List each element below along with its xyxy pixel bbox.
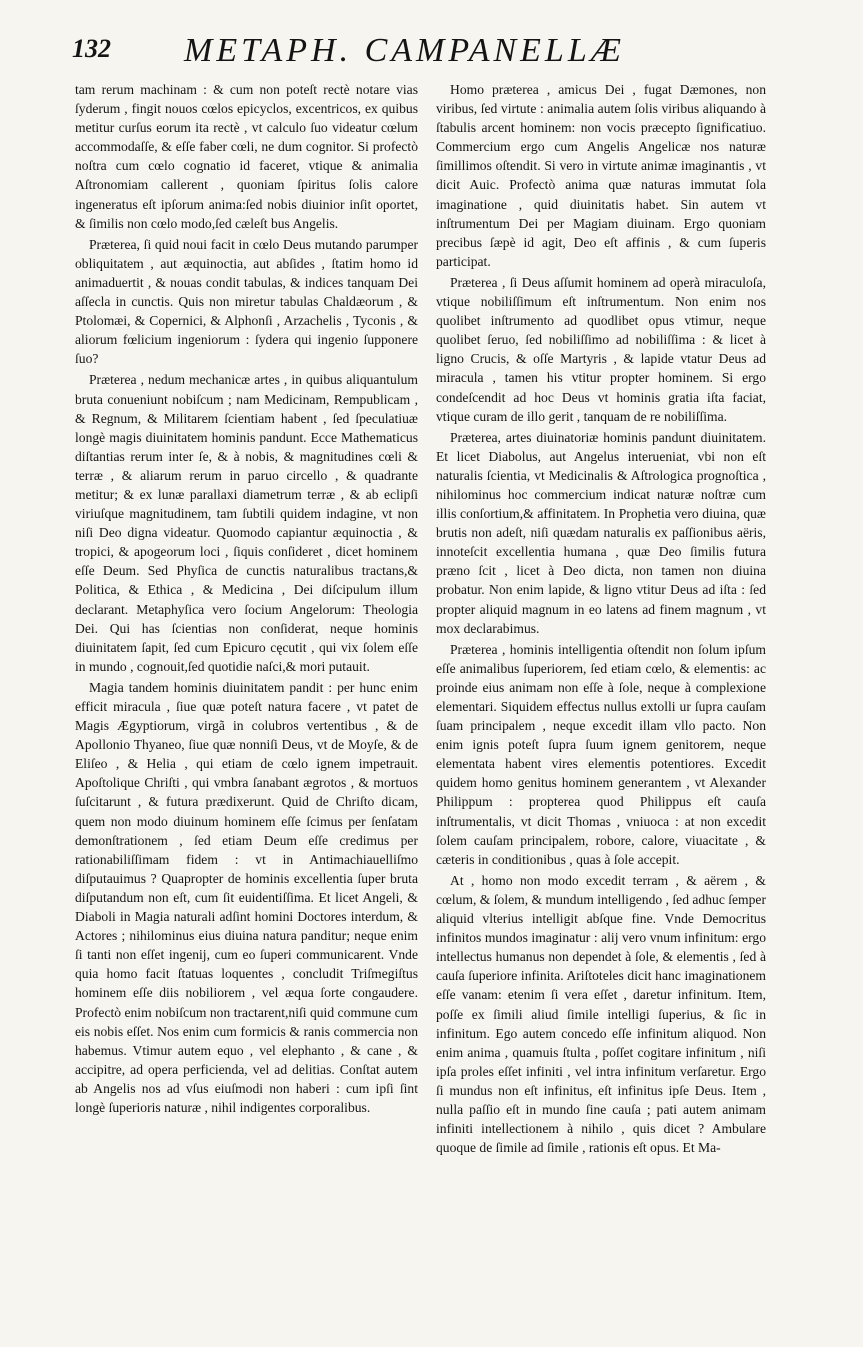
paragraph: Præterea, ſi quid noui facit in cœlo Deus mutando parumper obliquitatem , aut æquinoctia, aut abſides , ſtatim homo id animaduertit , & nouas condit tabulas, & indices tanquam Dei aſſecla in cunctis. Quis non miretur tabulas Chaldæorum , & Ptolomæi, & Copernici, & Alphonſi , Arzachelis , Tyconis , & aliorum fœlicium ingeniorum : ſydera qui ingenio ſupponere ſuo? — [75, 236, 418, 367]
running-title: METAPH. CAMPANELLÆ — [184, 32, 625, 69]
paragraph: Præterea , nedum mechanicæ artes , in quibus aliquantulum bruta conueniunt nobiſcum ; nam Medicinam, Rempublicam , & Regnum, & Militarem ſcientiam habent , ſed ſpeculatiuæ longè magis diuinitatem hominis pandunt. Ecce Mathematicus diſtantias rerum inter ſe, & à nobis, & magnitudines cœli & terræ , & aliarum rerum in paruo circello , & quadrante metitur; & ex lunæ parallaxi diametrum terræ , & ab eclipſi viriuſque magnitudinem, tam ſubtili quidem indagine, vt non niſi Deo dignа videatur. Quomodo capiantur æquinoctia , & tropici, & apogeorum loci , ſiquis conſideret , dicet hominem eſſe Deum. Sed Phyſica de cunctis naturalibus tractans,& Politica, & Ethica , & Medicina , Dei diſcipulum illum declarant. Metaphyſica vero ſocium Angelorum: Theologia Dei. Qui has ſcientias non conſiderat, neque hominis diuinitatem ſapit, ſed cum Epicuro cęcutit , qui vix ſolem eſſe in mundo , cognouit,ſed quotidie naſci,& mori putauit. — [75, 372, 418, 674]
page-header — [72, 28, 772, 78]
paragraph: tam rerum machinam : & cum non poteſt rectè notare vias ſyderum , fingit nouos cœlos epicyclos, excentricos, ex quibus metitur curſus eorum ita rectè , vt calculo ſuo videatur cœlum accommodaſſe, & eſſe faber cœli, ne dum cognitor. Si profectò noſtra cum cœlo cognatio id faceret, vtique & animalia Aſtronomiam callerent , quoniam ſpiritus ſolis calore ingeneratus eſt ipſorum anima:ſed nobis diuinior inſit oportet, & ſimilis non cœlo modo,ſed cæleſt bus Angelis. — [75, 82, 418, 231]
right-text-column — [436, 80, 766, 1159]
paragraph: Præterea , hominis intelligentia oſtendit non ſolum ipſum eſſe animalibus ſuperiorem, ſed etiam cœlo, & elementis: ac proinde eius animam non eſſe à ſole, neque à complexione elementari. Siquidem effectus nullus extolli ur ſupra cauſam ſuam principalem , neque excedit illam vllo pacto. Non enim ignis poteſt ſupra ſuum ignem genitorem, neque elementata habent vires elementis potentiores. Excedit quidem homo genitus hominem generantem , vt Alexander Philippum : propterea quod Philippus eſt cauſa inſtrumentalis, vt dicit Thomas , vniuoca : at non excedit ſolem cauſam principalem, robore, calore, viuacitate , & cæteris in conditionibus , quas à ſole accepit. — [436, 641, 766, 867]
paragraph: Homo præterea , amicus Dei , fugat Dæmones, non viribus, ſed virtute : animalia autem ſolis viribus aliquando à ſtabulis arcent hominem: non vocis præcepto ſignificatiuo. Commercium ergo cum Angelis Angelicæ nos naturæ ſimillimos oſtendit. Si vero in virtute animæ imaginantis , vt dicit Auic. Profectò anima quæ naturas immutat ſola imaginatione , quid diuinitatis habet. Sin autem vt inſtrumentum Dei per Magiam diuinam. Ergo quoniam precibus ſæpè id agit, Deo eſt affinis , & cum ſuperis participat. — [436, 82, 766, 269]
paragraph: Præterea, artes diuinatoriæ hominis pandunt diuinitatem. Et licet Diabolus, aut Angelus interueniat, vbi non eſt naturalis ſcientia, vt Medicinalis & Aſtrologica prognoſtica , nihilominus hoc commercium indicat naturæ noſtræ cum illis conſortium,& affinitatem. In Prophetia vero diuina, quæ brutis non adeſt, niſi quædam naturalis ex paſſionibus aëris, innoteſcit excellentia humana , quæ Deo ſimilis futura præno ſcit , licet à Deo dicta, non tamen non diuina probatur. Non enim lapide, & ligno vtitur Deus ad iſta : ſed propter aliquid magnum in eo latens ad finem magnum , vt mox declarabimus. — [436, 429, 766, 636]
page-number: 132 — [72, 34, 111, 63]
paragraph: At , homo non modo excedit terram , & aërem , & cœlum, & ſolem, & mundum intelligendo , ſed adhuc ſemper aliquid vlterius intelligit abſque fine. Vnde Democritus infinitos mundos imaginatur : alij vero vnum infinitum: ergo intellectus humanus non dependet à ſole, & elementis , ſed à cauſa ſuperiore infinita. Ariſtoteles dicit hanc imaginationem eſſe vanam: etenim ſi vera eſſet , daretur infinitum. Item, poſſe ex ſimili aliud ſimile intelligi ſuperius, & ſic in infinitum. Ego autem concedo eſſe infinitum aliquod. Non enim anima , quamuis ſtulta , poſſet cogitare infinitum , niſi ipſa proles eſſet infiniti , vel intra infinitum verſaretur. Ergo ſi mundus non eſt infinitus, eſt infinitus ipſe Deus. Item , nulla paſſio eſt in mundo ſine cauſa ; pati autem animam infiniti intellectionem à nihilo , quis dicet ? Ambulare quoque de ſimile ad ſimile , rationis eſt opus. Et Ma- — [436, 872, 766, 1156]
left-text-column — [75, 80, 418, 1119]
paragraph: Magia tandem hominis diuinitatem pandit : per hunc enim efficit miracula , ſiue quæ poteſt natura facere , vt patet de Magis Ægyptiorum, virgã in colubros vertentibus , & de Apollonio Thyaneo, ſiue quæ nonniſi Deus, vt de Moyſe, & de Eliſeo , & Helia , qui etiam de cœlo ignem impetrauit. Apoſtolique Chriſti , qui vmbra ſanabant ægrotos , & mortuos ſuſcitarunt , & futura prædixerunt. Quid de Chriſto dicam, quem non modo diuinum hominem eſſe ſcimus per ſenſatam demonſtrationem , ſed etiam Deum eſſe credimus per rationabiliſſimam fidem : vt in Antimachiauelliſmo diſputauimus ? Quapropter de hominis excellentia ſuper bruta diſputandum non eſt, cum ſit euidentiſſima. Et licet Angeli, & Diaboli in Magia naturali adſint homini Doctores interdum, & Actores ; nihilominus eius diuina natura panditur; neque enim ſi tanti non eſſet ingenij, cum eo ſuperi communicarent. Vnde quia homo facit ſtatuas loquentes , concludit Triſmegiſtus hominem eſſe diis nobiliorem , vel æqua ſorte congaudere. Profectò enim nobiſcum non tractarent,niſi quid commune cum eis nobis eſſet. Nos enim cum formicis & ranis commercia non habemus. Vtimur autem equo , vel elephanto , & cane , & accipitre, ad operа perficienda, vel ad delitias. Conſtat autem ab Angelis nos ad vſus eiuſmodi non haberi : cum ipſi ſint longè ſuperioris naturæ , nihil indigentes corporalibus. — [75, 679, 418, 1115]
paragraph: Præterea , ſi Deus aſſumit hominem ad operà miraculoſa, vtique nobiliſſimum eſt inſtrumentum. Non enim nos quolibet inſtrumento ad quodlibet opus vtimur, neque quolibet ſeruo, ſed nobiliſſimo ad nobiliſſima : & licet à ligno Crucis, & oſſe Martyris , & lapide vtatur Deus ad miracula , tamen his vtitur propter hominem. Si ergo condeſcendit ad hoc Deus vt hominis gratia iſta faciat, vtique curam de illo gerit , tanquam de re nobiliſſima. — [436, 274, 766, 424]
